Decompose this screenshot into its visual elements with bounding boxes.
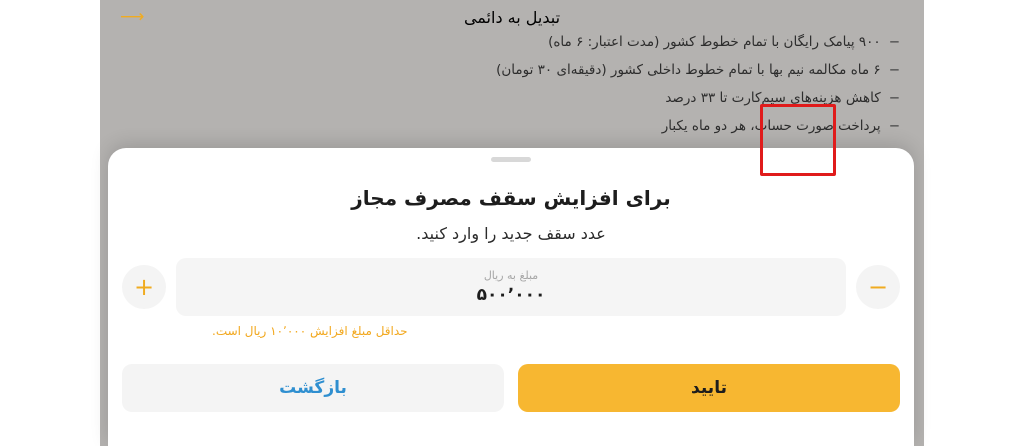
amount-stepper-row <box>108 256 914 318</box>
back-button[interactable]: بازگشت <box>122 364 504 412</box>
bullet-dash-icon: − <box>888 34 900 50</box>
feature-text: ۶ ماه مکالمه نیم بها با تمام خطوط داخلی کشور (دقیقه‌ای ۳۰ تومان) <box>496 62 881 78</box>
increase-amount-button[interactable]: + <box>122 265 166 309</box>
feature-text: پرداخت صورت حساب، هر دو ماه یکبار <box>661 118 881 134</box>
dialog-title: برای افزایش سقف مصرف مجاز <box>351 186 671 210</box>
amount-input-label: مبلغ به ریال <box>483 269 539 282</box>
confirm-button[interactable]: تایید <box>518 364 900 412</box>
arrow-left-icon[interactable]: ⟶ <box>120 7 145 27</box>
amount-input-value: ۵۰۰٬۰۰۰ <box>476 285 546 305</box>
bullet-dash-icon: − <box>888 118 900 134</box>
background-header-title: تبدیل به دائمی <box>463 7 561 27</box>
decrease-amount-button[interactable]: − <box>856 265 900 309</box>
feature-list <box>120 28 904 140</box>
feature-text: کاهش هزینه‌های سیم‌کارت تا ۳۳ درصد <box>665 90 881 106</box>
sheet-grabber-handle[interactable] <box>491 157 531 162</box>
bullet-dash-icon: − <box>888 90 900 106</box>
minimum-amount-hint: حداقل مبلغ افزایش ۱۰٬۰۰۰ ریال است. <box>212 324 408 338</box>
list-item <box>120 84 904 112</box>
dialog-subtitle: عدد سقف جدید را وارد کنید. <box>416 224 606 243</box>
list-item <box>120 56 904 84</box>
bullet-dash-icon: − <box>888 62 900 78</box>
bottom-sheet-dialog <box>108 148 914 446</box>
list-item <box>120 112 904 140</box>
amount-input[interactable] <box>176 258 846 316</box>
dialog-footer <box>122 364 900 412</box>
list-item <box>120 28 904 56</box>
feature-text: ۹۰۰ پیامک رایگان با تمام خطوط کشور (مدت اعتبار: ۶ ماه) <box>548 34 881 50</box>
